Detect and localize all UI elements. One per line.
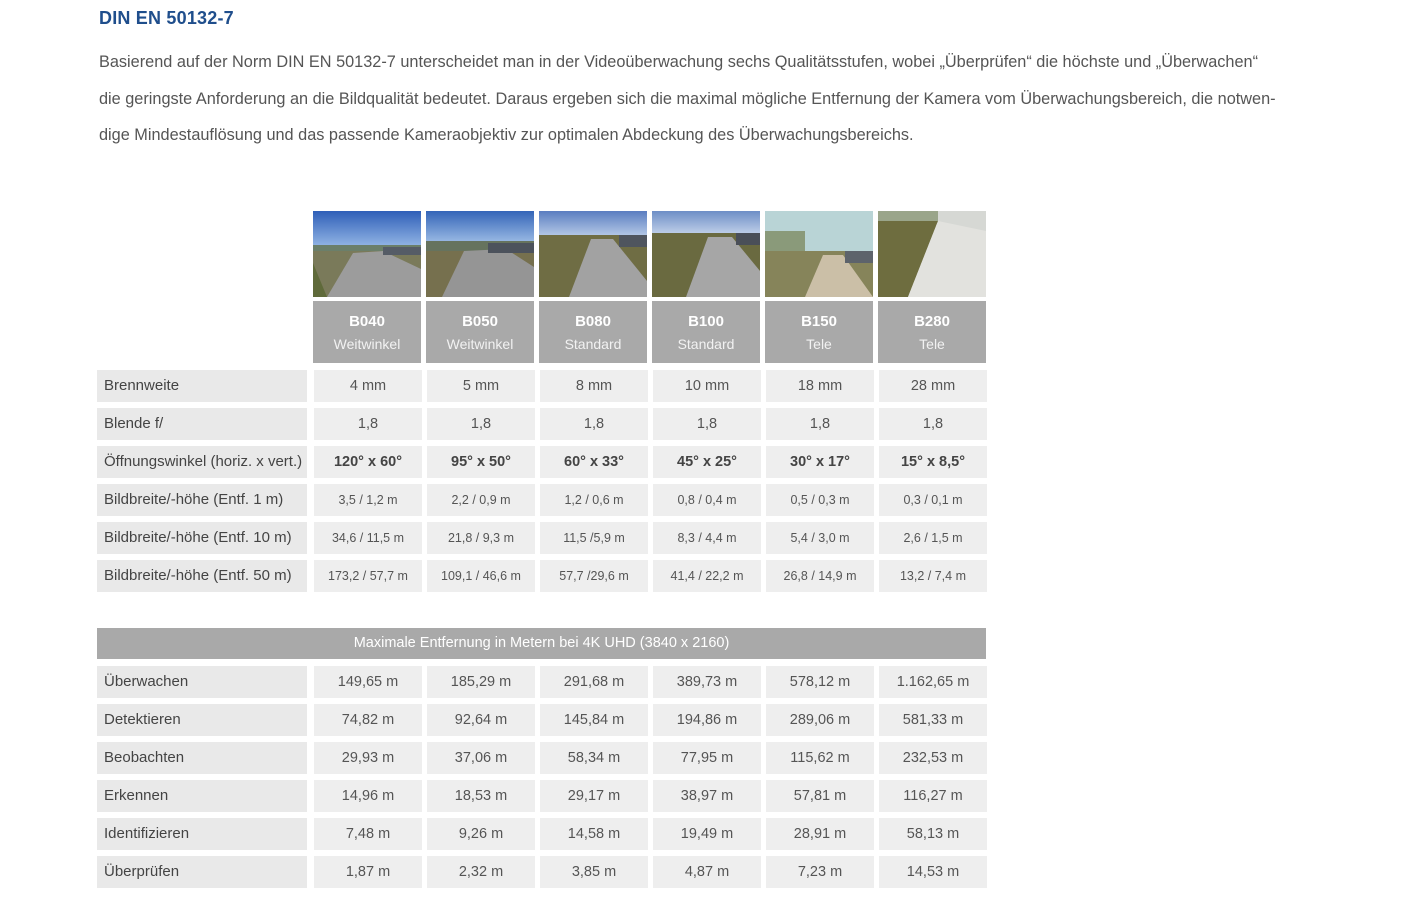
table-cell: 57,81 m [766,780,874,812]
model-type: Standard [564,336,622,352]
model-header [313,301,421,363]
row-label: Brennweite [97,370,307,402]
table-cell: 0,5 / 0,3 m [766,484,874,516]
table-cell: 185,29 m [427,666,535,698]
table-cell: 45° x 25° [653,446,761,478]
sample-image-b040 [313,211,421,297]
model-code: B280 [914,313,950,330]
table-cell: 145,84 m [540,704,648,736]
table-cell: 7,23 m [766,856,874,888]
spec-row-bildbreite-1m [97,484,986,516]
model-header [765,301,873,363]
table-cell: 1.162,65 m [879,666,987,698]
table-cell: 5,4 / 3,0 m [766,522,874,554]
table-cell: 28,91 m [766,818,874,850]
row-label: Bildbreite/-höhe (Entf. 50 m) [97,560,307,592]
table-cell: 21,8 / 9,3 m [427,522,535,554]
table-cell: 4 mm [314,370,422,402]
model-header-row [313,301,986,363]
table-cell: 149,65 m [314,666,422,698]
table-cell: 26,8 / 14,9 m [766,560,874,592]
model-code: B050 [462,313,498,330]
row-label: Überwachen [97,666,307,698]
distance-row-ueberpruefen [97,856,986,888]
table-cell: 41,4 / 22,2 m [653,560,761,592]
model-header [426,301,534,363]
table-cell: 10 mm [653,370,761,402]
spec-row-bildbreite-10m [97,522,986,554]
table-cell: 95° x 50° [427,446,535,478]
spec-row-blende [97,408,986,440]
row-label: Blende f/ [97,408,307,440]
table-cell: 34,6 / 11,5 m [314,522,422,554]
table-cell: 14,53 m [879,856,987,888]
table-cell: 4,87 m [653,856,761,888]
table-cell: 7,48 m [314,818,422,850]
row-label: Beobachten [97,742,307,774]
sample-images [313,211,986,297]
table-cell: 60° x 33° [540,446,648,478]
model-type: Tele [806,336,832,352]
table-cell: 18 mm [766,370,874,402]
table-cell: 232,53 m [879,742,987,774]
distance-row-detektieren [97,704,986,736]
spec-row-brennweite [97,370,986,402]
table-cell: 289,06 m [766,704,874,736]
table-cell: 37,06 m [427,742,535,774]
table-cell: 194,86 m [653,704,761,736]
table-cell: 77,95 m [653,742,761,774]
sample-image-b080 [539,211,647,297]
intro-text [99,44,1339,154]
table-cell: 1,87 m [314,856,422,888]
table-cell: 5 mm [427,370,535,402]
table-cell: 15° x 8,5° [879,446,987,478]
table-cell: 116,27 m [879,780,987,812]
table-cell: 57,7 /29,6 m [540,560,648,592]
table-cell: 29,93 m [314,742,422,774]
table-cell: 389,73 m [653,666,761,698]
table-cell: 2,6 / 1,5 m [879,522,987,554]
intro-line: Basierend auf der Norm DIN EN 50132-7 unterscheidet man in der Videoüberwachung sechs Qualitätsstufen, wobei „Überprüfen“ die höchste und „Überwachen“ [99,53,1259,71]
table-cell: 3,85 m [540,856,648,888]
distance-row-ueberwachen [97,666,986,698]
model-type: Weitwinkel [446,336,514,352]
row-label: Überprüfen [97,856,307,888]
row-label: Erkennen [97,780,307,812]
table-cell: 109,1 / 46,6 m [427,560,535,592]
table-cell: 9,26 m [427,818,535,850]
table-cell: 1,8 [766,408,874,440]
table-cell: 1,8 [540,408,648,440]
spec-row-bildbreite-50m [97,560,986,592]
sample-image-b280 [878,211,986,297]
table-cell: 1,8 [314,408,422,440]
table-cell: 581,33 m [879,704,987,736]
model-code: B080 [575,313,611,330]
table-cell: 30° x 17° [766,446,874,478]
table-cell: 18,53 m [427,780,535,812]
table-cell: 11,5 /5,9 m [540,522,648,554]
table-cell: 58,34 m [540,742,648,774]
sample-image-b050 [426,211,534,297]
table-cell: 19,49 m [653,818,761,850]
model-type: Standard [677,336,735,352]
row-label: Bildbreite/-höhe (Entf. 1 m) [97,484,307,516]
table-cell: 115,62 m [766,742,874,774]
distance-row-identifizieren [97,818,986,850]
intro-line: die geringste Anforderung an die Bildqualität bedeutet. Daraus ergeben sich die maximal mögliche Entfernung der Kamera vom Überwachungsbereich, die notwen- [99,89,1276,108]
table-cell: 14,58 m [540,818,648,850]
table-cell: 2,2 / 0,9 m [427,484,535,516]
table-cell: 1,8 [427,408,535,440]
table-cell: 58,13 m [879,818,987,850]
sample-image-b100 [652,211,760,297]
table-cell: 578,12 m [766,666,874,698]
table-cell: 3,5 / 1,2 m [314,484,422,516]
table-cell: 0,3 / 0,1 m [879,484,987,516]
row-label: Detektieren [97,704,307,736]
table-cell: 38,97 m [653,780,761,812]
table-cell: 173,2 / 57,7 m [314,560,422,592]
intro-line: dige Mindestauflösung und das passende Kameraobjektiv zur optimalen Abdeckung des Überwachungsbereichs. [99,126,914,144]
model-header [878,301,986,363]
table-cell: 8 mm [540,370,648,402]
distance-row-erkennen [97,780,986,812]
distance-row-beobachten [97,742,986,774]
model-header [652,301,760,363]
table-cell: 13,2 / 7,4 m [879,560,987,592]
model-type: Weitwinkel [333,336,401,352]
row-label: Öffnungswinkel (horiz. x vert.) [97,446,307,478]
spec-row-oeffnungswinkel [97,446,986,478]
table-cell: 28 mm [879,370,987,402]
distance-section-header: Maximale Entfernung in Metern bei 4K UHD (3840 x 2160) [97,628,986,659]
table-cell: 2,32 m [427,856,535,888]
model-header [539,301,647,363]
table-cell: 74,82 m [314,704,422,736]
table-cell: 120° x 60° [314,446,422,478]
table-cell: 291,68 m [540,666,648,698]
row-label: Identifizieren [97,818,307,850]
sample-image-b150 [765,211,873,297]
model-code: B150 [801,313,837,330]
model-code: B040 [349,313,385,330]
page-title: DIN EN 50132-7 [99,8,234,28]
table-cell: 92,64 m [427,704,535,736]
row-label: Bildbreite/-höhe (Entf. 10 m) [97,522,307,554]
table-cell: 1,8 [653,408,761,440]
table-cell: 1,8 [879,408,987,440]
table-cell: 29,17 m [540,780,648,812]
model-type: Tele [919,336,945,352]
table-cell: 14,96 m [314,780,422,812]
table-cell: 8,3 / 4,4 m [653,522,761,554]
table-cell: 0,8 / 0,4 m [653,484,761,516]
table-cell: 1,2 / 0,6 m [540,484,648,516]
model-code: B100 [688,313,724,330]
